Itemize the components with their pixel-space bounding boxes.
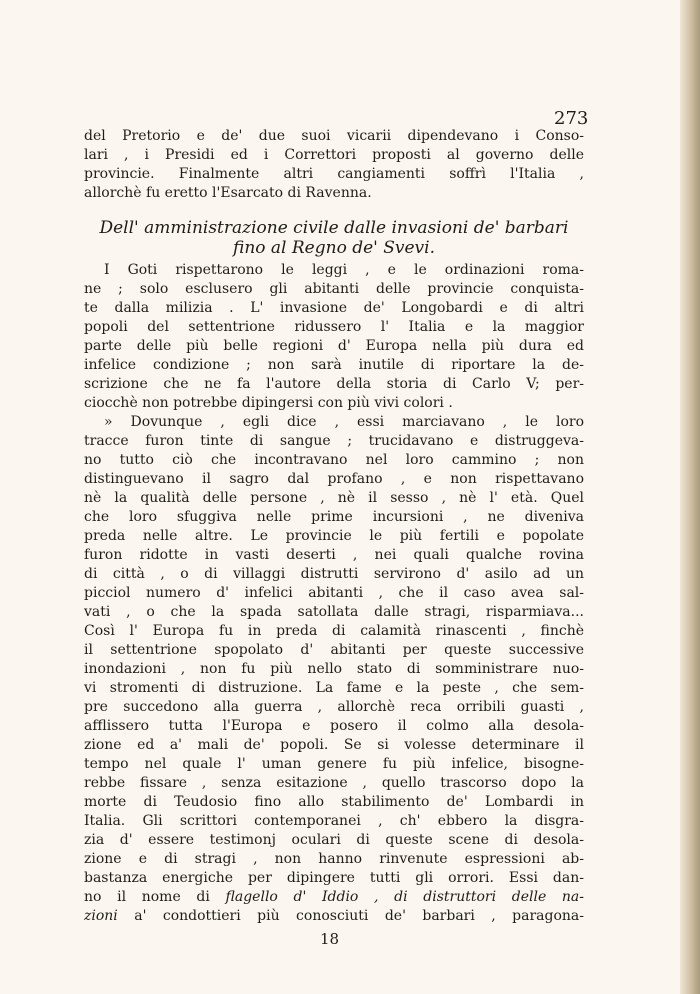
- text-line: Così l' Europa fu in preda di calamità rinascenti , finchè: [84, 623, 584, 639]
- section-heading-line-1: Dell' amministrazione civile dalle invasioni de' barbari: [99, 218, 569, 238]
- text-line: » Dovunque , egli dice , essi marciavano , le loro: [104, 414, 584, 430]
- text-line: scrizione che ne fa l'autore della storia di Carlo V; per-: [84, 376, 584, 392]
- text-line: [84, 908, 584, 928]
- text-line: I Goti rispettarono le leggi , e le ordinazioni roma-: [104, 262, 584, 278]
- text-line: tracce furon tinte di sangue ; trucidavano e distruggeva-: [84, 433, 584, 449]
- text-line: morte di Teudosio fino allo stabilimento de' Lombardi in: [84, 794, 584, 810]
- text-line: afflissero tutta l'Europa e posero il colmo alla desola-: [84, 718, 584, 734]
- text-line: distinguevano il sagro dal profano , e non rispettavano: [84, 471, 584, 487]
- text-line: zione e di stragi , non hanno rinvenute espressioni ab-: [84, 851, 584, 867]
- text-line: tempo nel quale l' uman genere fu più infelice, bisogne-: [84, 756, 584, 772]
- section-heading-line-2: fino al Regno de' Svevi.: [232, 238, 435, 258]
- text-line: il settentrione spopolato d' abitanti per queste successive: [84, 642, 584, 658]
- text-line: vati , o che la spada satollata dalle stragi, risparmiava...: [84, 604, 584, 620]
- text-line: ciocchè non potrebbe dipingersi con più vivi colori .: [84, 395, 453, 411]
- text-line: zia d' essere testimonj oculari di queste scene di desola-: [84, 832, 584, 848]
- text-line: preda nelle altre. Le provincie le più fertili e popolate: [84, 528, 584, 544]
- text-line: picciol numero d' infelici abitanti , che il caso avea sal-: [84, 585, 584, 601]
- text-line: popoli del settentrione ridussero l' Italia e la maggior: [84, 319, 584, 335]
- page-edge: [680, 0, 700, 994]
- text-line: [84, 889, 584, 909]
- signature-mark: 18: [320, 930, 340, 948]
- text-line: Italia. Gli scrittori contemporanei , ch' ebbero la disgra-: [84, 813, 584, 829]
- text-line: no tutto ciò che incontravano nel loro cammino ; non: [84, 452, 584, 468]
- text-line: infelice condizione ; non sarà inutile di riportare la de-: [84, 357, 584, 373]
- text-line: del Pretorio e de' due suoi vicarii dipendevano i Conso-: [84, 128, 584, 144]
- text-fragment: a' condottieri più conosciuti de' barbari , paragona-: [117, 908, 584, 924]
- italic-fragment: zioni: [84, 908, 118, 924]
- italic-fragment: flagello d' Iddio , di distruttori delle na-: [225, 889, 584, 905]
- text-line: parte delle più belle regioni d' Europa nella più dura ed: [84, 338, 584, 354]
- text-line: pre succedono alla guerra , allorchè reca orribili guasti ,: [84, 699, 584, 715]
- page-number: 273: [554, 108, 589, 129]
- text-line: ne ; solo esclusero gli abitanti delle provincie conquista-: [84, 281, 584, 297]
- text-line: di città , o di villaggi distrutti servirono d' asilo ad un: [84, 566, 584, 582]
- text-line: lari , i Presidi ed i Correttori proposti al governo delle: [84, 147, 584, 163]
- text-line: nè la qualità delle persone , nè il sesso , nè l' età. Quel: [84, 490, 584, 506]
- text-line: bastanza energiche per dipingere tutti gli orrori. Essi dan-: [84, 870, 584, 886]
- text-fragment: no il nome di: [84, 889, 226, 905]
- text-line: inondazioni , non fu più nello stato di somministrare nuo-: [84, 661, 584, 677]
- text-line: zione ed a' mali de' popoli. Se si volesse determinare il: [84, 737, 584, 753]
- text-line: te dalla milizia . L' invasione de' Longobardi e di altri: [84, 300, 584, 316]
- text-line: allorchè fu eretto l'Esarcato di Ravenna.: [84, 185, 372, 201]
- text-line: furon ridotte in vasti deserti , nei quali qualche rovina: [84, 547, 584, 563]
- text-line: rebbe fissare , senza esitazione , quello trascorso dopo la: [84, 775, 584, 791]
- text-line: provincie. Finalmente altri cangiamenti soffrì l'Italia ,: [84, 166, 584, 182]
- text-line: vi stromenti di distruzione. La fame e la peste , che sem-: [84, 680, 584, 696]
- text-line: che loro sfuggiva nelle prime incursioni , ne diveniva: [84, 509, 584, 525]
